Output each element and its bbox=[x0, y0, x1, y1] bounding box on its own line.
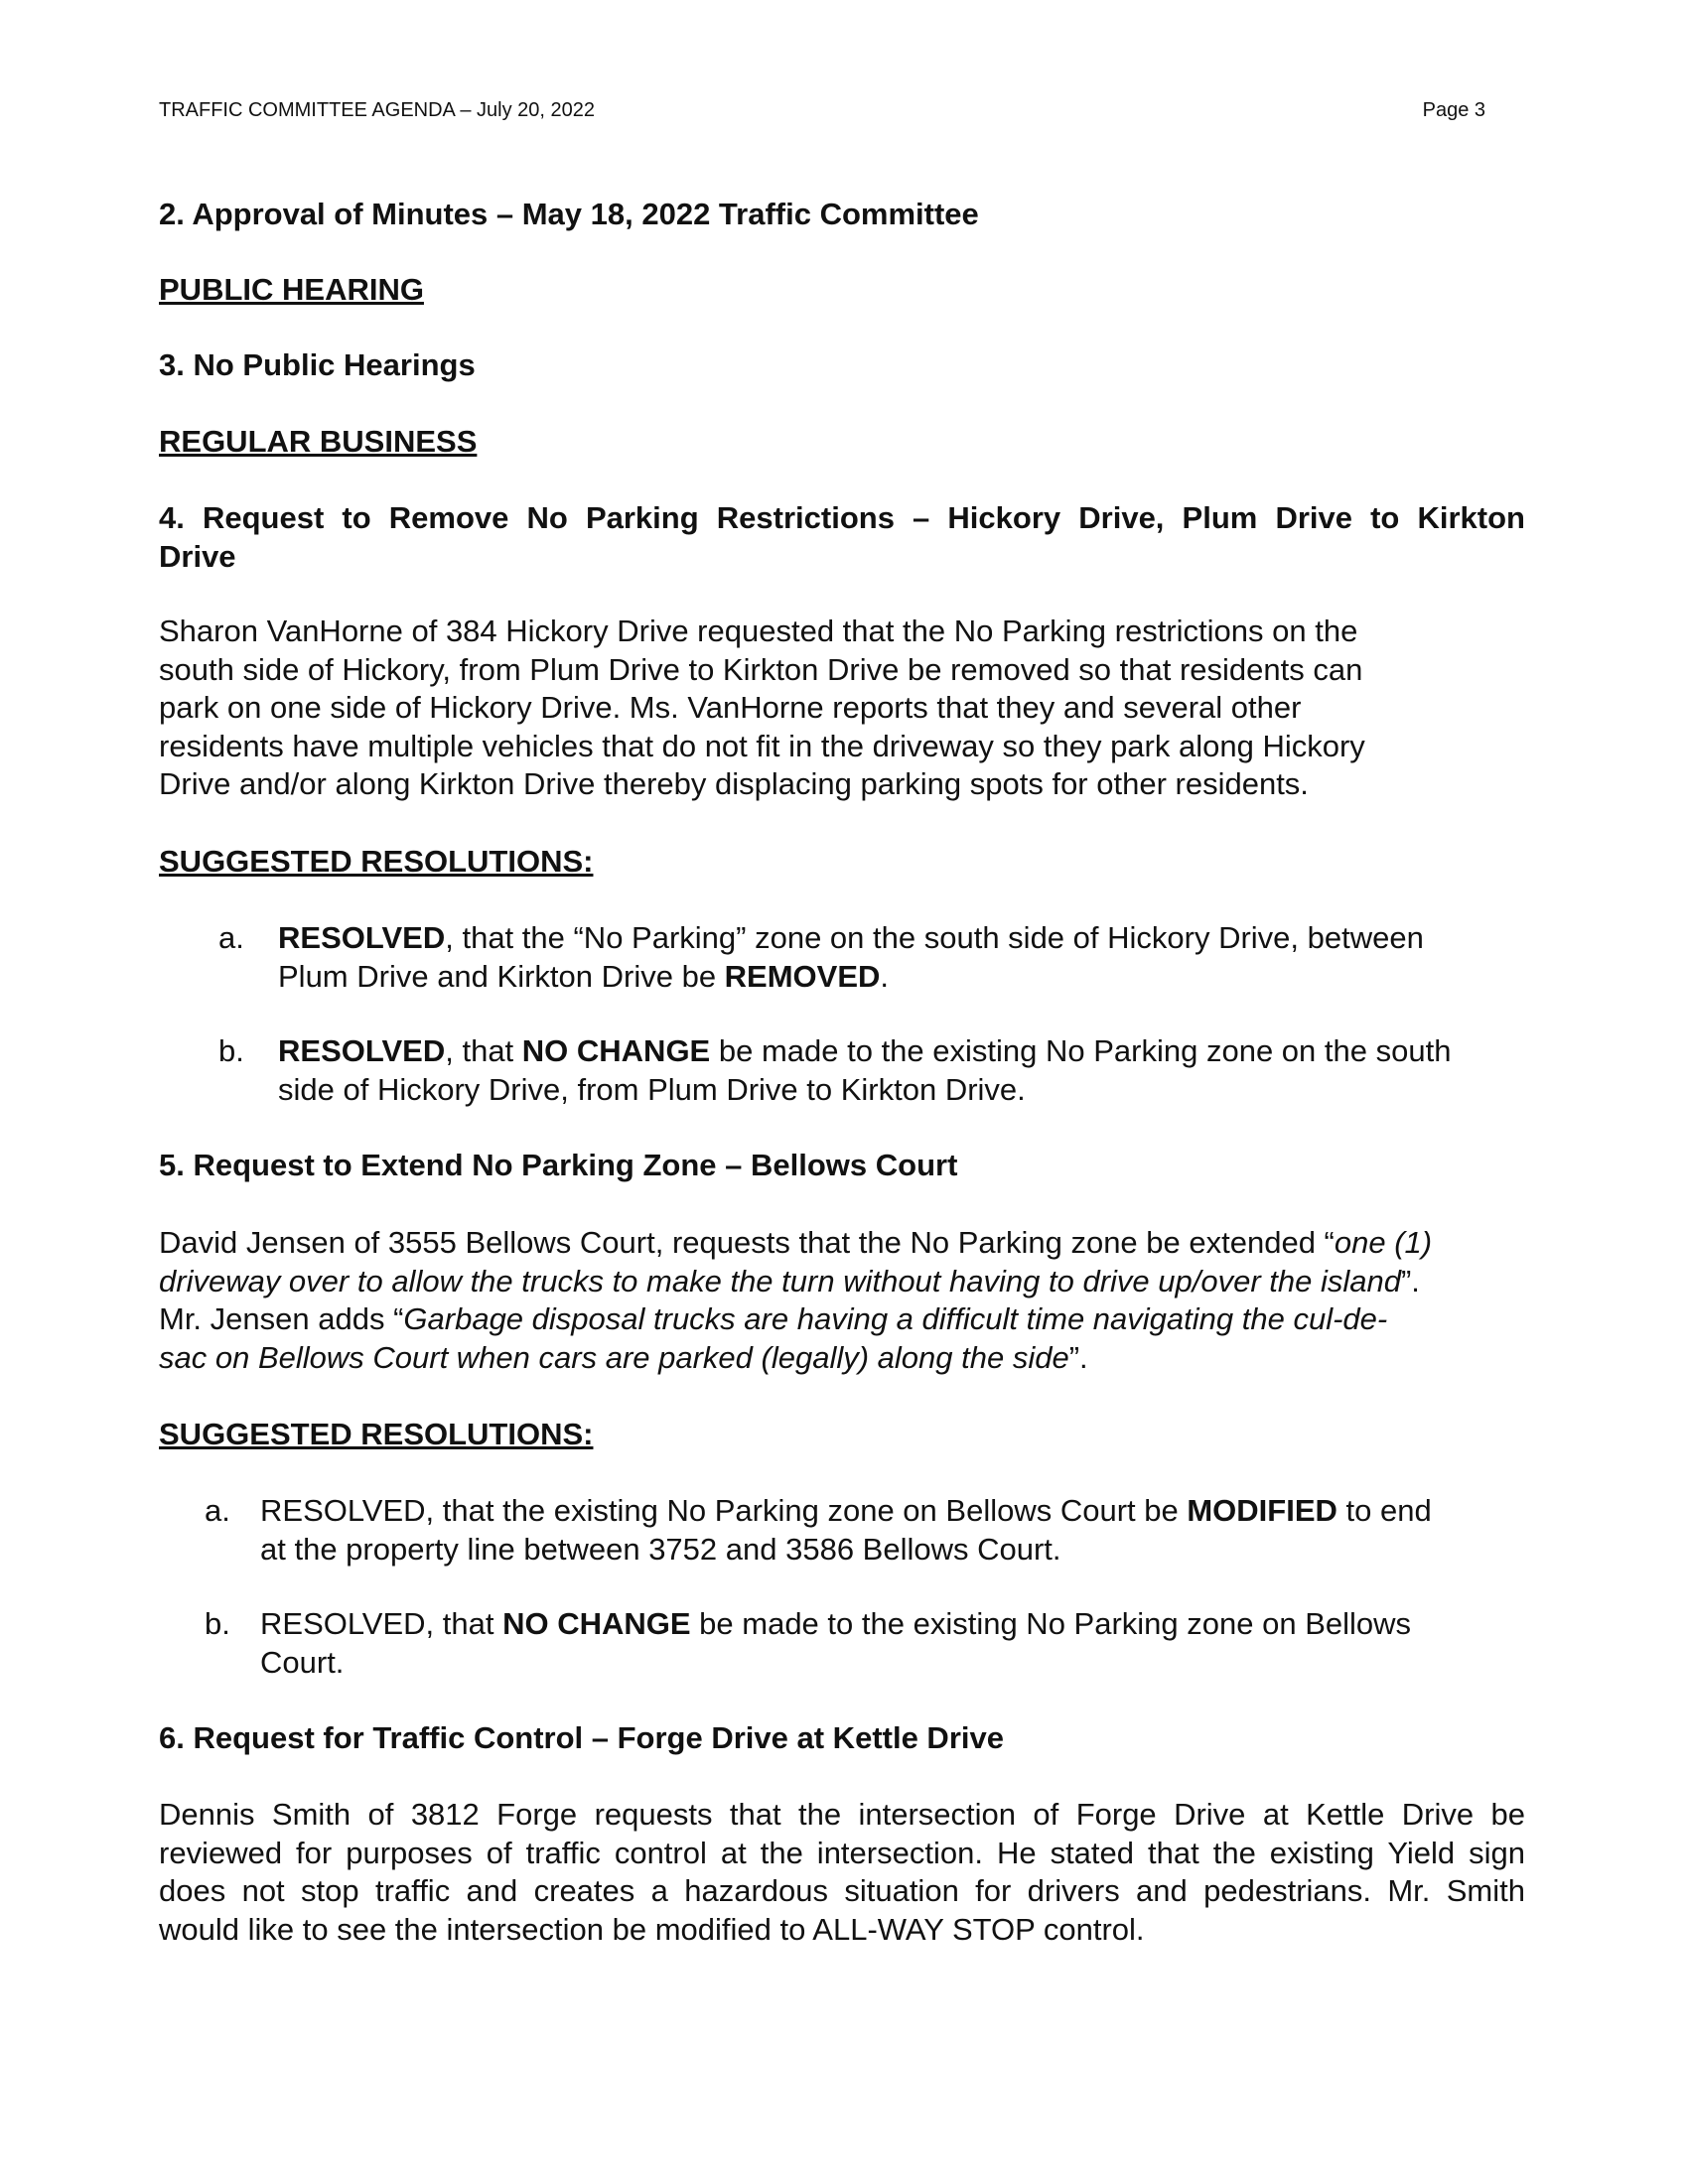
resolution-keyword: NO CHANGE bbox=[521, 1033, 711, 1068]
resolution-text: be made to the existing No Parking zone on the south bbox=[710, 1033, 1452, 1068]
resolution-text: be made to the existing No Parking zone on Bellows bbox=[690, 1606, 1412, 1641]
resolution-text: RESOLVED, that the existing No Parking zone on Bellows Court be bbox=[260, 1493, 1188, 1528]
header-title: TRAFFIC COMMITTEE AGENDA – July 20, 2022 bbox=[159, 99, 596, 121]
section-4-body-line: residents have multiple vehicles that do not fit in the driveway so they park along Hickory bbox=[159, 728, 1365, 763]
section-4-title-line-2: Drive bbox=[159, 538, 236, 574]
section-4-body-line: Sharon VanHorne of 384 Hickory Drive requested that the No Parking restrictions on the bbox=[159, 614, 1358, 648]
resolution-keyword: NO CHANGE bbox=[502, 1606, 691, 1641]
section-6-body-line: Dennis Smith of 3812 Forge requests that the intersection of Forge Drive at Kettle Drive be bbox=[159, 1797, 1525, 1832]
page-number: Page 3 bbox=[1422, 99, 1485, 121]
section-2-title: 2. Approval of Minutes – May 18, 2022 Traffic Committee bbox=[159, 197, 979, 231]
resolution-text: RESOLVED, that bbox=[260, 1606, 503, 1641]
section-6-body-line: reviewed for purposes of traffic control at the intersection. He stated that the existing Yield sign bbox=[159, 1835, 1525, 1870]
section-5-body-line: David Jensen of 3555 Bellows Court, requests that the No Parking zone be extended “one (1) bbox=[159, 1225, 1433, 1260]
section-4-title bbox=[159, 499, 1525, 576]
resolution-text: , that the “No Parking” zone on the south side of Hickory Drive, between bbox=[445, 920, 1424, 955]
section-4-resolution-a bbox=[218, 919, 1525, 999]
resolution-keyword: REMOVED bbox=[724, 958, 881, 994]
resolution-text: side of Hickory Drive, from Plum Drive to Kirkton Drive. bbox=[278, 1071, 1026, 1107]
resolution-text: Plum Drive and Kirkton Drive be bbox=[278, 958, 725, 994]
section-4-resolution-b bbox=[218, 1032, 1525, 1112]
public-hearing-heading: PUBLIC HEARING bbox=[159, 272, 424, 307]
resolution-text: , that bbox=[445, 1033, 522, 1068]
section-5-resolution-b bbox=[205, 1605, 1525, 1685]
resolution-text: to end bbox=[1336, 1493, 1432, 1528]
document-page bbox=[159, 0, 1525, 2184]
section-5-title: 5. Request to Extend No Parking Zone – Bellows Court bbox=[159, 1148, 958, 1182]
section-5-body-line: driveway over to allow the trucks to make the turn without having to drive up/over the island”. bbox=[159, 1263, 1420, 1298]
resolution-label: b. bbox=[218, 1033, 244, 1068]
section-5-body bbox=[159, 1224, 1525, 1377]
resolution-label: a. bbox=[205, 1493, 230, 1528]
section-6-body bbox=[159, 1796, 1525, 1949]
section-4-body-line: south side of Hickory, from Plum Drive to Kirkton Drive be removed so that residents can bbox=[159, 651, 1363, 687]
section-4-body-line: Drive and/or along Kirkton Drive thereby displacing parking spots for other residents. bbox=[159, 766, 1309, 801]
section-5-resolutions-heading: SUGGESTED RESOLUTIONS: bbox=[159, 1417, 594, 1451]
section-4-body bbox=[159, 613, 1525, 804]
section-5-body-line: sac on Bellows Court when cars are parked (legally) along the side”. bbox=[159, 1339, 1088, 1375]
resolution-text: . bbox=[880, 958, 890, 994]
resolution-keyword: RESOLVED bbox=[278, 920, 446, 955]
resolution-label: a. bbox=[218, 920, 244, 955]
section-4-body-line: park on one side of Hickory Drive. Ms. VanHorne reports that they and several other bbox=[159, 690, 1302, 725]
section-4-title-line-1: 4. Request to Remove No Parking Restrictions – Hickory Drive, Plum Drive to Kirkton bbox=[159, 500, 1525, 535]
section-6-body-line: does not stop traffic and creates a hazardous situation for drivers and pedestrians. Mr. Smith bbox=[159, 1873, 1525, 1908]
resolution-label: b. bbox=[205, 1606, 230, 1641]
resolution-text: Court. bbox=[260, 1644, 345, 1680]
regular-business-heading: REGULAR BUSINESS bbox=[159, 424, 478, 459]
section-6-title: 6. Request for Traffic Control – Forge Drive at Kettle Drive bbox=[159, 1720, 1004, 1755]
resolution-text: at the property line between 3752 and 3586 Bellows Court. bbox=[260, 1531, 1061, 1567]
resolution-keyword: RESOLVED bbox=[278, 1033, 446, 1068]
section-5-resolution-a bbox=[205, 1492, 1525, 1571]
section-3-title: 3. No Public Hearings bbox=[159, 347, 476, 382]
resolution-keyword: MODIFIED bbox=[1187, 1493, 1337, 1528]
page-header bbox=[159, 99, 1485, 122]
section-6-body-line: would like to see the intersection be modified to ALL-WAY STOP control. bbox=[159, 1911, 1145, 1947]
section-5-body-line: Mr. Jensen adds “Garbage disposal trucks are having a difficult time navigating the cul-de- bbox=[159, 1301, 1388, 1336]
section-4-resolutions-heading: SUGGESTED RESOLUTIONS: bbox=[159, 844, 594, 879]
